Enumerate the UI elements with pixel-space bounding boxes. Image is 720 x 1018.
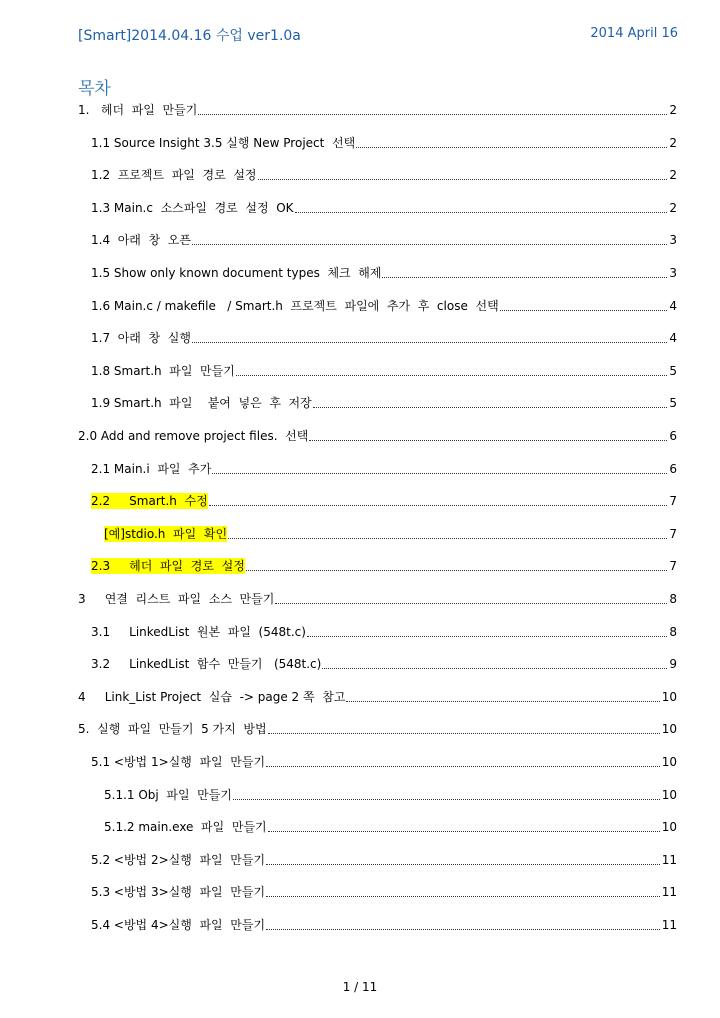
toc-entry[interactable]	[91, 391, 677, 411]
toc-entry-label: 1.3 Main.c 소스파일 경로 설정 OK	[91, 201, 294, 215]
toc-entry-page: 2	[669, 136, 677, 150]
toc-entry[interactable]	[91, 913, 677, 933]
toc-entry[interactable]	[91, 848, 677, 868]
toc-entry-page: 10	[661, 755, 677, 769]
toc-entry-page: 5	[669, 364, 677, 378]
toc-entry-label: 2.2 Smart.h 수정	[91, 494, 208, 508]
toc-entry-label: 1.9 Smart.h 파일 붙여 넣은 후 저장	[91, 396, 312, 410]
toc-entry-page: 4	[669, 331, 677, 345]
toc-entry-page: 10	[661, 722, 677, 736]
toc-dot-leader	[212, 472, 667, 474]
toc-entry-page: 2	[669, 201, 677, 215]
toc-dot-leader	[266, 895, 660, 897]
toc-entry-label: 5. 실행 파일 만들기 5 가지 방법	[78, 722, 267, 736]
toc-entry-label: 1.5 Show only known document types 체크 해제	[91, 266, 382, 280]
toc-dot-leader	[236, 374, 667, 376]
toc-dot-leader	[500, 309, 667, 311]
toc-entry-label: 1.4 아래 창 오픈	[91, 233, 191, 247]
toc-entry-page: 2	[669, 168, 677, 182]
toc-entry-page: 6	[669, 429, 677, 443]
toc-entry-page: 3	[669, 233, 677, 247]
toc-dot-leader	[295, 211, 667, 213]
toc-entry[interactable]	[91, 359, 677, 379]
toc-entry-label: 5.1.2 main.exe 파일 만들기	[104, 820, 267, 834]
toc-entry[interactable]	[91, 196, 677, 216]
toc-entry[interactable]	[91, 652, 677, 672]
toc-entry-label: 1.7 아래 창 실행	[91, 331, 191, 345]
toc-entry[interactable]	[91, 750, 677, 770]
toc-entry[interactable]	[78, 98, 677, 118]
toc-entry-page: 3	[669, 266, 677, 280]
toc-entry-page: 11	[661, 885, 677, 899]
toc-dot-leader	[268, 830, 660, 832]
toc-dot-leader	[266, 765, 660, 767]
toc-dot-leader	[192, 341, 667, 343]
toc-entry[interactable]	[78, 717, 677, 737]
toc-entry[interactable]	[78, 587, 677, 607]
toc-entry-page: 10	[661, 690, 677, 704]
toc-dot-leader	[246, 569, 667, 571]
toc-entry-page: 4	[669, 299, 677, 313]
toc-entry-page: 10	[661, 820, 677, 834]
toc-entry-page: 2	[669, 103, 677, 117]
toc-entry-label: 5.4 <방법 4>실행 파일 만들기	[91, 918, 266, 932]
toc-entry[interactable]	[78, 685, 677, 705]
toc-entry-label: 2.0 Add and remove project files. 선택	[78, 429, 309, 443]
toc-dot-leader	[307, 635, 667, 637]
toc-entry-label: 1.8 Smart.h 파일 만들기	[91, 364, 235, 378]
toc-entry[interactable]	[91, 228, 677, 248]
toc-entry[interactable]	[91, 880, 677, 900]
toc-entry-page: 6	[669, 462, 677, 476]
toc-entry-page: 8	[669, 592, 677, 606]
toc-dot-leader	[382, 276, 667, 278]
toc-entry-page: 7	[669, 527, 677, 541]
toc-entry[interactable]	[104, 815, 677, 835]
toc-dot-leader	[258, 178, 667, 180]
toc-entry-label: 3.2 LinkedList 함수 만들기 (548t.c)	[91, 657, 322, 671]
toc-entry-label: 5.1.1 Obj 파일 만들기	[104, 788, 232, 802]
toc-dot-leader	[346, 700, 659, 702]
toc-dot-leader	[275, 602, 667, 604]
toc-entry[interactable]	[91, 489, 677, 509]
toc-entry-label: 1.6 Main.c / makefile / Smart.h 프로젝트 파일에 추가 후 close 선택	[91, 299, 499, 313]
toc-entry-page: 7	[669, 494, 677, 508]
toc-entry[interactable]	[91, 326, 677, 346]
toc-entry[interactable]	[91, 620, 677, 640]
toc-entry-page: 10	[661, 788, 677, 802]
toc-dot-leader	[228, 537, 667, 539]
page-number: 1 / 11	[342, 980, 378, 994]
toc-entry-label: 3 연결 리스트 파일 소스 만들기	[78, 592, 275, 606]
toc-entry-label: 3.1 LinkedList 원본 파일 (548t.c)	[91, 625, 306, 639]
toc-entry[interactable]	[104, 783, 677, 803]
toc-title: 목차	[78, 79, 111, 99]
toc-entry-label: 5.3 <방법 3>실행 파일 만들기	[91, 885, 266, 899]
toc-entry-page: 7	[669, 559, 677, 573]
toc-entry-label: [예]stdio.h 파일 확인	[104, 527, 228, 541]
toc-dot-leader	[198, 113, 667, 115]
toc-entry-label: 1. 헤더 파일 만들기	[78, 103, 198, 117]
toc-entry[interactable]	[91, 457, 677, 477]
toc-entry-page: 8	[669, 625, 677, 639]
toc-entry[interactable]	[91, 261, 677, 281]
toc-entry-label: 2.3 헤더 파일 경로 설정	[91, 559, 245, 573]
toc-entry[interactable]	[91, 294, 677, 314]
toc-dot-leader	[313, 406, 667, 408]
toc-entry-label: 5.2 <방법 2>실행 파일 만들기	[91, 853, 266, 867]
toc-entry[interactable]	[91, 163, 677, 183]
toc-entry-page: 5	[669, 396, 677, 410]
toc-entry-label: 1.2 프로젝트 파일 경로 설정	[91, 168, 257, 182]
toc-dot-leader	[233, 798, 660, 800]
toc-dot-leader	[266, 863, 660, 865]
toc-dot-leader	[356, 146, 667, 148]
toc-dot-leader	[322, 667, 667, 669]
toc-entry-label: 1.1 Source Insight 3.5 실행 New Project 선택	[91, 136, 356, 150]
toc-entry-label: 2.1 Main.i 파일 추가	[91, 462, 212, 476]
header-title: [Smart]2014.04.16 수업 ver1.0a	[78, 28, 301, 44]
toc-entry-label: 5.1 <방법 1>실행 파일 만들기	[91, 755, 266, 769]
toc-dot-leader	[309, 439, 667, 441]
header-date: 2014 April 16	[590, 26, 678, 41]
toc-entry[interactable]	[91, 131, 677, 151]
toc-dot-leader	[192, 243, 667, 245]
toc-dot-leader	[268, 732, 660, 734]
toc-entry-label: 4 Link_List Project 실습 -> page 2 쪽 참고	[78, 690, 346, 704]
toc-dot-leader	[209, 504, 667, 506]
toc-entry-page: 9	[669, 657, 677, 671]
toc-entry[interactable]	[91, 554, 677, 574]
toc-entry[interactable]	[78, 424, 677, 444]
toc-entry[interactable]	[104, 522, 677, 542]
toc-entry-page: 11	[661, 918, 677, 932]
toc-dot-leader	[266, 928, 660, 930]
toc-entry-page: 11	[661, 853, 677, 867]
